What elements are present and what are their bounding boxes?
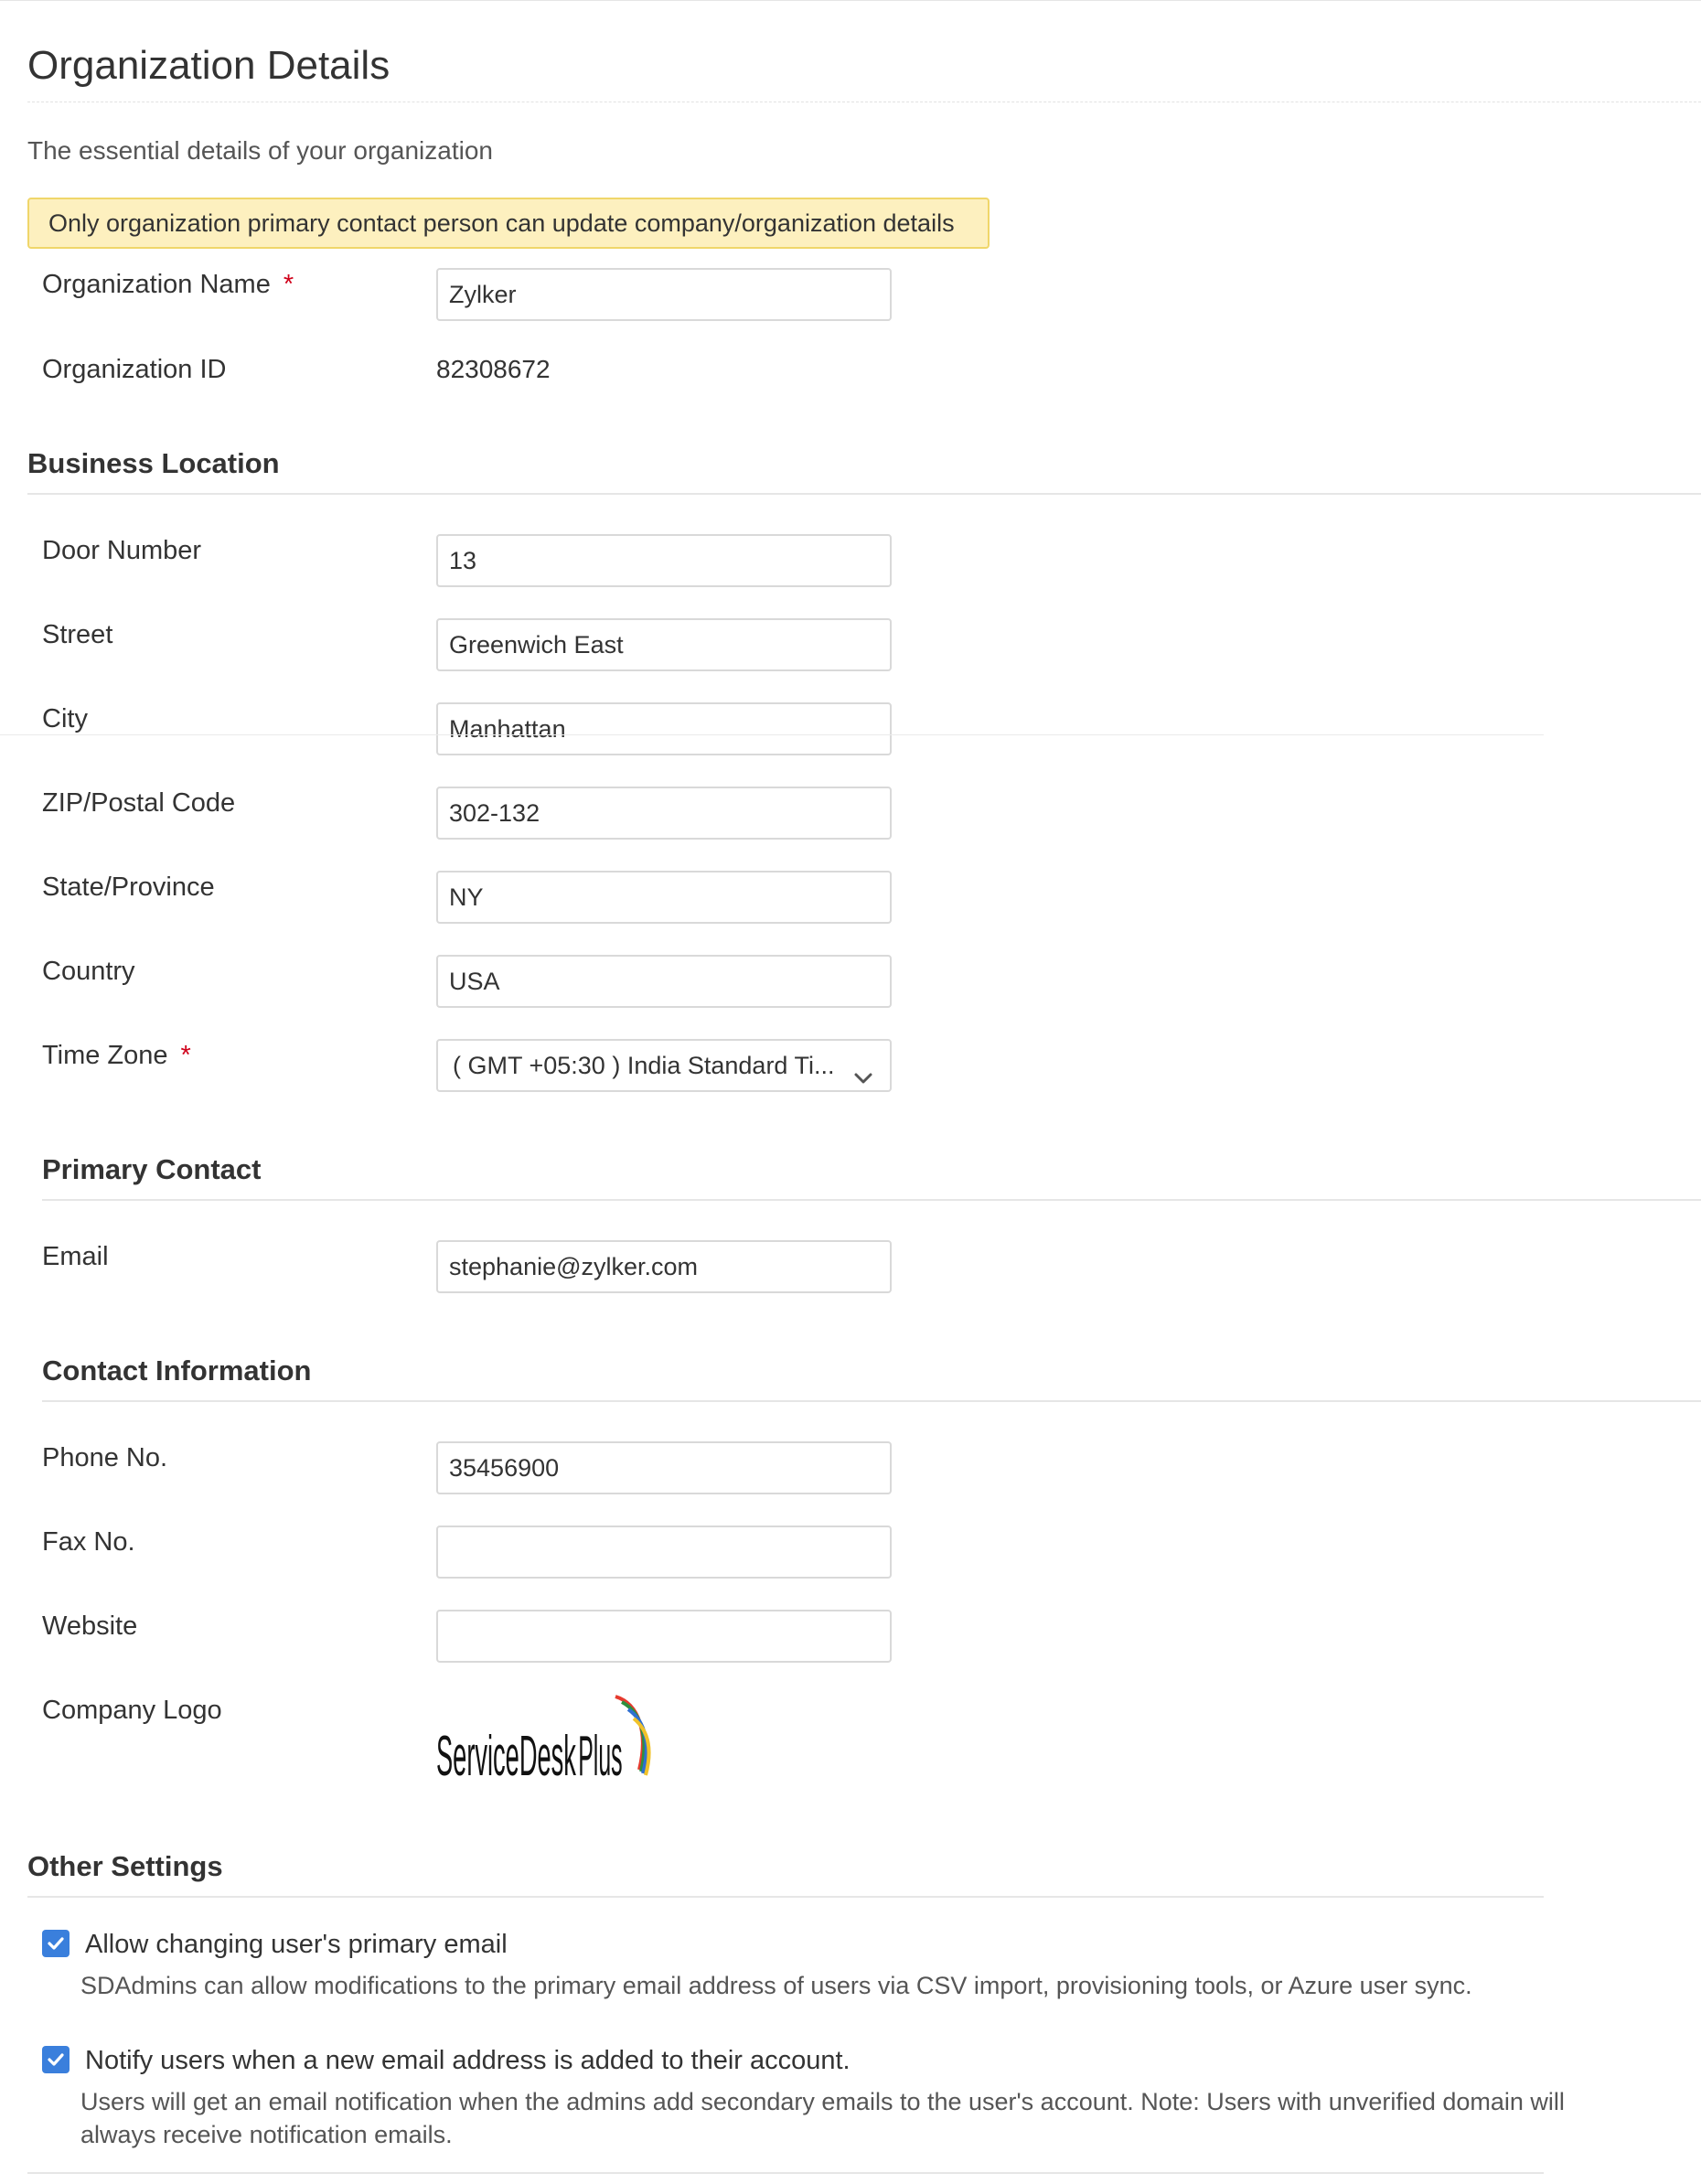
section-divider [27,493,1701,495]
required-mark: * [180,1041,191,1070]
email-label: Email [42,1242,109,1271]
phone-label: Phone No. [42,1443,168,1472]
phone-input[interactable]: 35456900 [436,1441,892,1494]
section-heading-other-settings: Other Settings [27,1850,223,1882]
zip-code-input[interactable]: 302-132 [436,787,892,840]
organization-id-label: Organization ID [42,355,227,384]
city-input[interactable]: Manhattan [436,702,892,755]
time-zone-label-text: Time Zone [42,1041,168,1070]
door-number-label: Door Number [42,536,202,565]
city-label: City [42,704,88,733]
time-zone-label [42,1039,191,1072]
door-number-input[interactable]: 13 [436,534,892,587]
country-label: Country [42,957,135,986]
section-divider [27,1896,1544,1898]
state-province-label: State/Province [42,873,215,902]
website-input[interactable] [436,1610,892,1663]
notify-new-email-description: Users will get an email notification when the admins add secondary emails to the user's account. Note: Users with unverified domain will always receive notification emails. [80,2088,1565,2148]
email-input[interactable]: stephanie@zylker.com [436,1240,892,1293]
section-divider [42,1199,1701,1201]
company-logo [436,1686,656,1786]
organization-id-value: 82308672 [436,355,551,383]
bottom-divider [27,2172,1544,2174]
organization-name-label-text: Organization Name [42,270,271,299]
street-input[interactable]: Greenwich East [436,618,892,671]
section-heading-business-location: Business Location [27,447,280,479]
allow-primary-email-change-checkbox[interactable] [42,1930,70,1957]
time-zone-select[interactable] [436,1039,892,1092]
organization-name-input[interactable]: Zylker [436,268,892,321]
allow-primary-email-change-label[interactable]: Allow changing user's primary email [85,1930,508,1959]
street-label: Street [42,620,113,649]
overlay-divider-line [0,734,1544,735]
page-title: Organization Details [27,43,390,88]
state-province-input[interactable]: NY [436,871,892,924]
organization-name-label [42,268,294,301]
company-logo-text-plus: Plus [578,1724,623,1786]
country-input[interactable]: USA [436,955,892,1008]
website-label: Website [42,1611,138,1641]
notify-new-email-checkbox[interactable] [42,2046,70,2073]
notify-new-email-label[interactable]: Notify users when a new email address is added to their account. [85,2046,850,2075]
fax-input[interactable] [436,1526,892,1579]
chevron-down-icon [853,1055,873,1076]
permission-notice: Only organization primary contact person can update company/organization details [27,198,990,249]
required-mark: * [283,270,294,299]
time-zone-selected-value: ( GMT +05:30 ) India Standard Ti... [453,1052,835,1079]
section-heading-primary-contact: Primary Contact [42,1153,262,1185]
allow-primary-email-change-description: SDAdmins can allow modifications to the primary email address of users via CSV import, provisioning tools, or Azure user sync. [80,1972,1472,1999]
zip-code-label: ZIP/Postal Code [42,788,236,818]
checkmark-icon [47,1935,65,1952]
top-border [0,0,1701,1]
section-heading-contact-information: Contact Information [42,1354,312,1386]
company-logo-label: Company Logo [42,1696,222,1725]
page-subtitle: The essential details of your organization [27,136,493,165]
fax-label: Fax No. [42,1527,135,1557]
company-logo-text: ServiceDesk [436,1724,576,1786]
checkmark-icon [47,2051,65,2068]
section-divider [42,1400,1701,1402]
